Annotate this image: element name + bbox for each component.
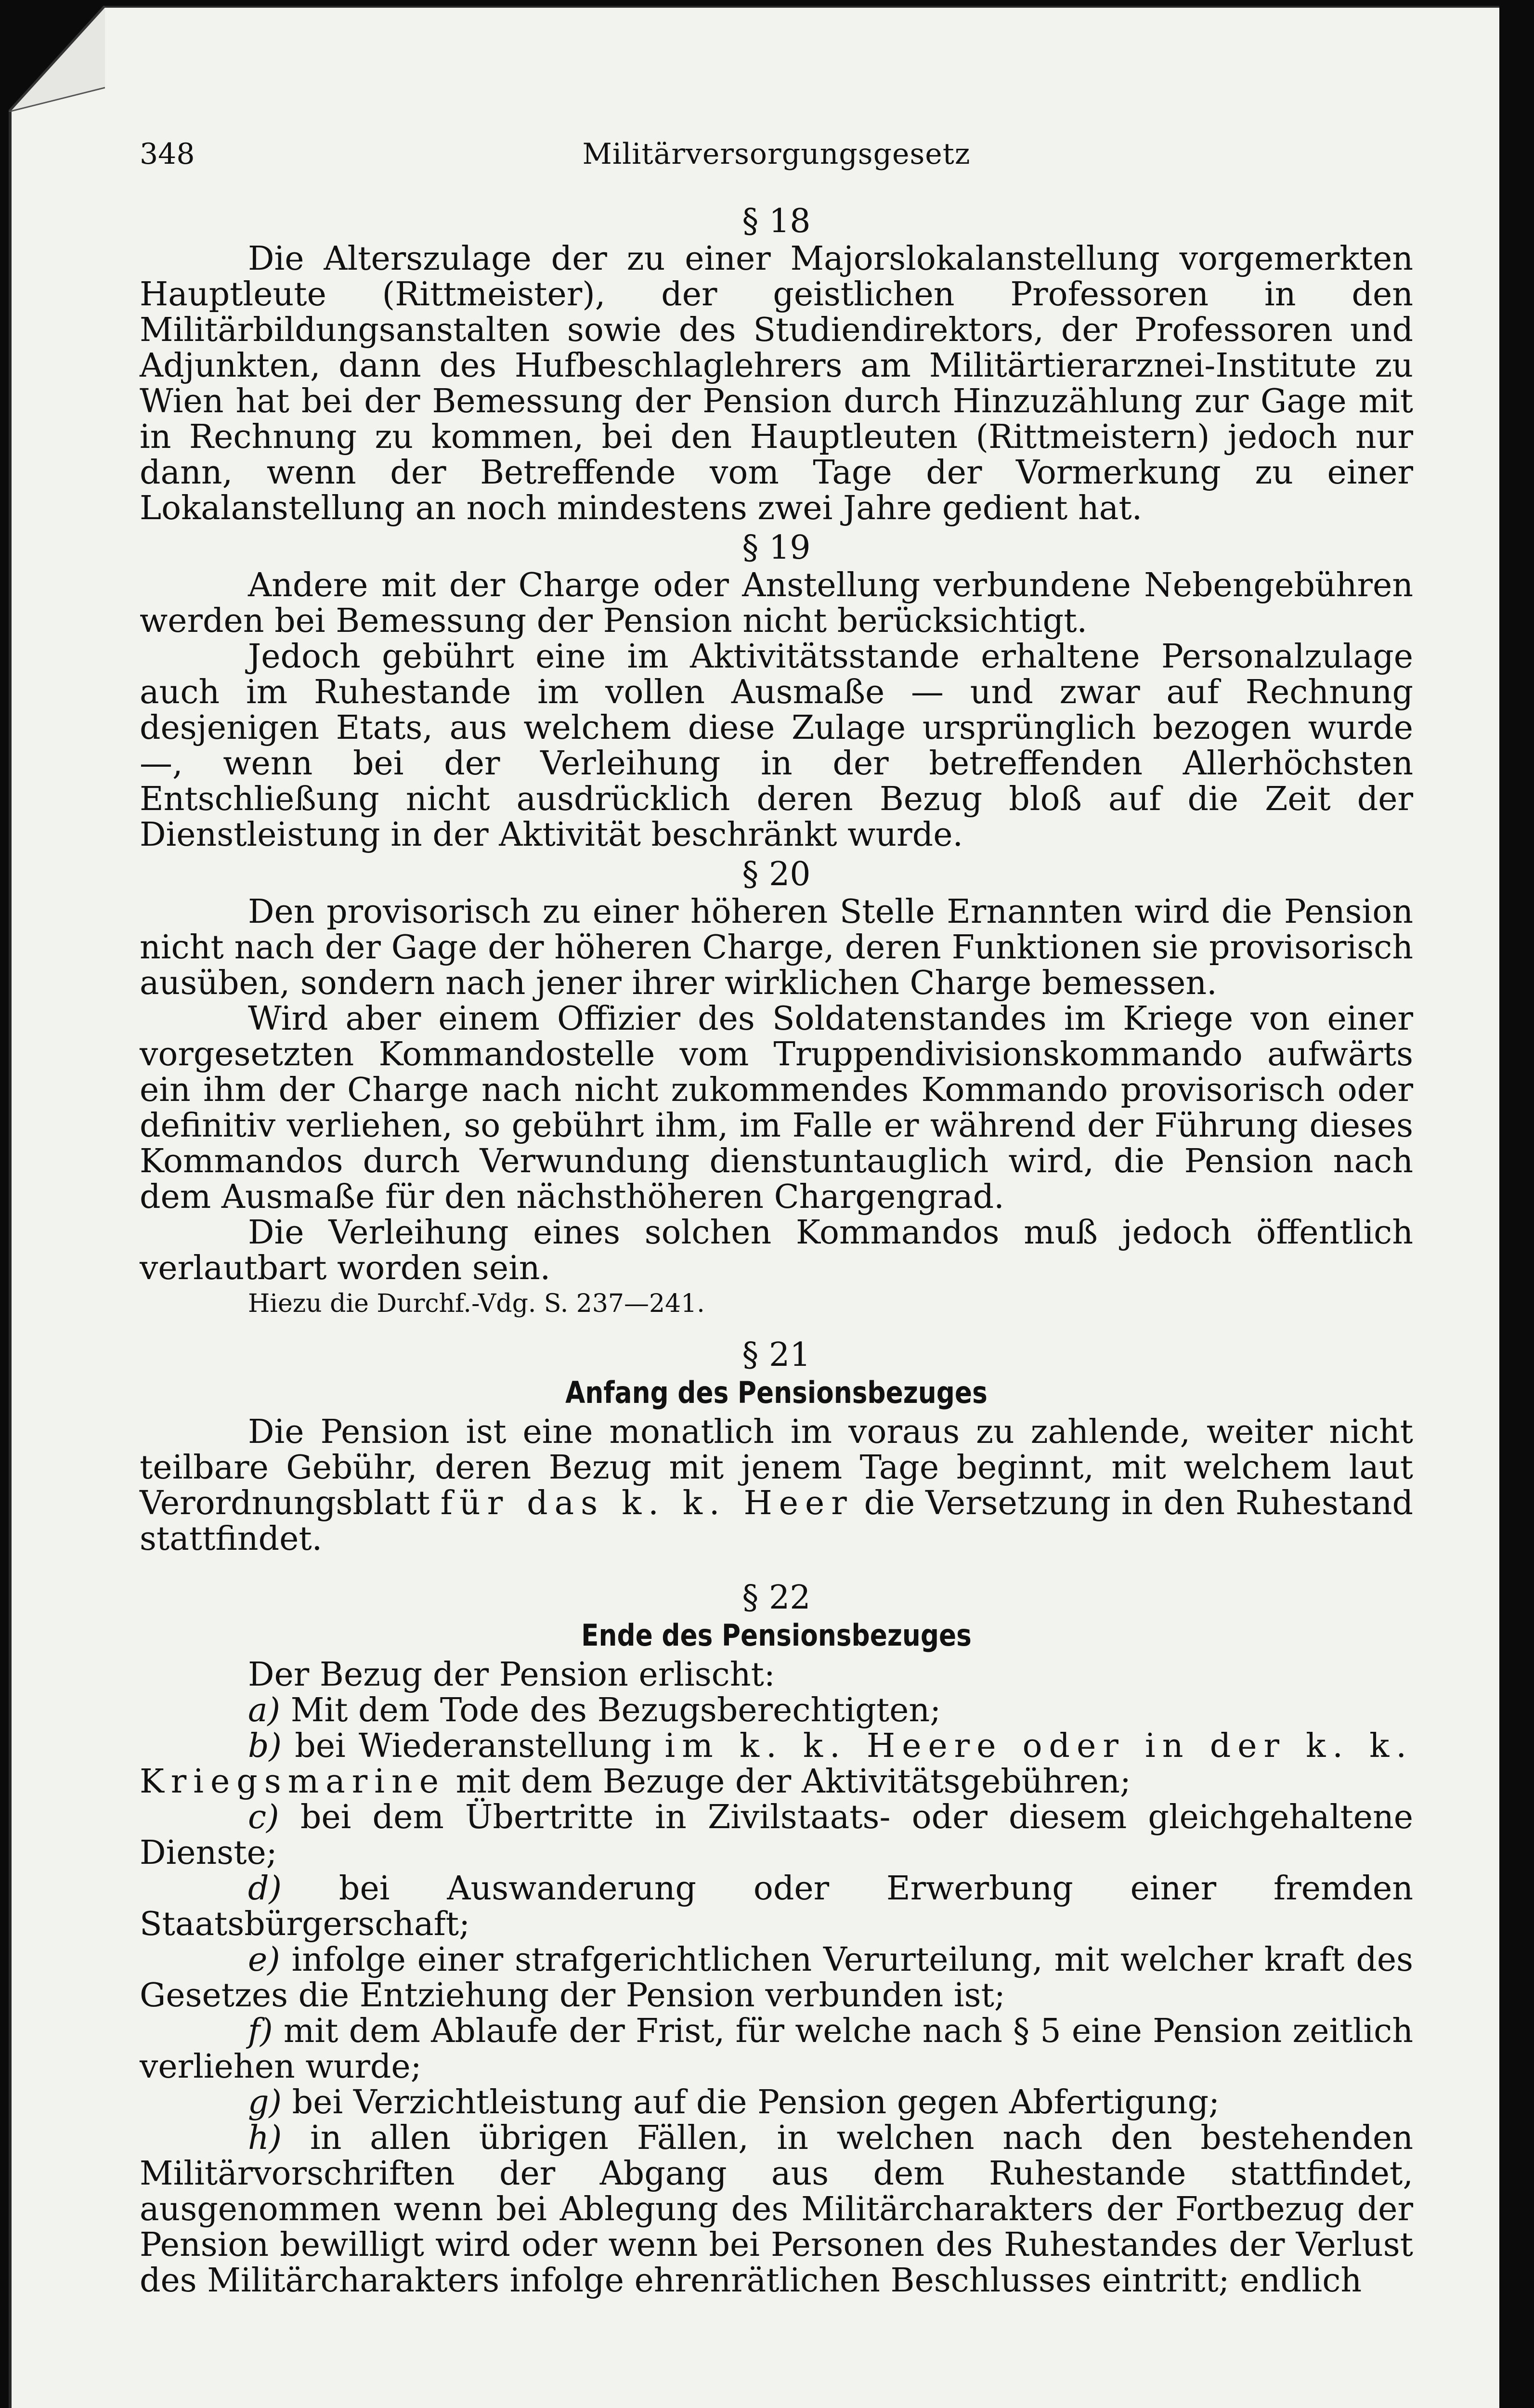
section-22-heading: Ende des Pensionsbezuges [581, 1618, 972, 1653]
list-item-d: d) bei Auswanderung oder Erwerbung einer fremden Staatsbürgerschaft; [140, 1870, 1413, 1943]
list-item-h: h) in allen übrigen Fällen, in welchen nach den bestehenden Militärvorschriften der Abgang aus dem Ruhestande stattfindet, ausgenommen wenn bei Ablegung des Militärcharakters der Fortbezug der Pension bewilligt wird oder wenn bei Personen des Ruhestandes der Verlust des Militärcharakters infolge ehrenrätlichen Beschlusses eintritt; endlich [140, 2119, 1413, 2300]
page-number: 348 [140, 137, 195, 171]
section-19-paragraph-1: Andere mit der Charge oder Anstellung verbundene Nebengebühren werden bei Bemessung der Pension nicht berücksichtigt. [140, 566, 1413, 640]
list-item-f: f) mit dem Ablaufe der Frist, für welche nach § 5 eine Pension zeitlich verliehen wurde; [140, 2012, 1413, 2086]
section-18-paragraph: Die Alterszulage der zu einer Majorslokalanstellung vorgemerkten Hauptleute (Rittmeister), der geistlichen Professoren in den Militärbildungsanstalten sowie des Studiendirektors, der Professoren und Adjunkten, dann des Hufbeschlaglehrers am Militärtierarznei-Institute zu Wien hat bei der Bemessung der Pension durch Hinzuzählung zur Gage mit in Rechnung zu kommen, bei den Hauptleuten (Rittmeistern) jedoch nur dann, wenn der Betreffende vom Tage der Vormerkung zu einer Lokalanstellung an noch mindestens zwei Jahre gedient hat. [140, 240, 1413, 527]
section-20-paragraph-1: Den provisorisch zu einer höheren Stelle Ernannten wird die Pension nicht nach der Gage der höheren Charge, deren Funktionen sie provisorisch ausüben, sondern nach jener ihrer wirklichen Charge bemessen. [140, 893, 1413, 1002]
folded-corner [9, 6, 105, 112]
list-item-e: e) infolge einer strafgerichtlichen Verurteilung, mit welcher kraft des Gesetzes die Entziehung der Pension verbunden ist; [140, 1941, 1413, 2015]
section-20-paragraph-2: Wird aber einem Offizier des Soldatenstandes im Kriege von einer vorgesetzten Kommandostelle vom Truppendivisionskommando aufwärts ein ihm der Charge nach nicht zukommendes Kommando provisorisch oder definitiv verliehen, so gebührt ihm, im Falle er während der Führung dieses Kommandos durch Verwundung dienstuntauglich wird, die Pension nach dem Ausmaße für den nächsthöheren Chargengrad. [140, 1000, 1413, 1216]
section-22-intro: Der Bezug der Pension erlischt: [248, 1656, 775, 1694]
section-21-paragraph: Die Pension ist eine monatlich im voraus zu zahlende, weiter nicht teilbare Gebühr, deren Bezug mit jenem Tage beginnt, mit welchem laut Verordnungsblatt für das k. k. Heer die Versetzung in den Ruhestand stattfindet. [140, 1413, 1414, 1558]
list-item-c: c) bei dem Übertritte in Zivilstaats- oder diesem gleichgehaltene Dienste; [140, 1798, 1413, 1872]
section-21-heading: Anfang des Pensionsbezuges [565, 1375, 988, 1410]
list-item-g: g) bei Verzichtleistung auf die Pension gegen Abfertigung; [248, 2083, 1220, 2121]
list-item-a: a) Mit dem Tode des Bezugsberechtigten; [248, 1691, 941, 1729]
section-18-number: § 18 [742, 202, 811, 240]
page-body [140, 200, 1413, 2299]
page-header [140, 137, 1413, 176]
list-item-b: b) bei Wiederanstellung im k. k. Heere oder in der k. k. Kriegsmarine mit dem Bezuge der Aktivitätsgebühren; [140, 1727, 1413, 1801]
section-20-number: § 20 [742, 855, 811, 893]
section-20-reference-note: Hiezu die Durchf.-Vdg. S. 237—241. [248, 1289, 705, 1318]
running-title: Militärversorgungsgesetz [582, 137, 971, 171]
section-21-number: § 21 [742, 1336, 811, 1374]
section-20-paragraph-3: Die Verleihung eines solchen Kommandos muß jedoch öffentlich verlautbart worden sein. [140, 1214, 1413, 1287]
section-19-paragraph-2: Jedoch gebührt eine im Aktivitätsstande erhaltene Personalzulage auch im Ruhestande im vollen Ausmaße — und zwar auf Rechnung desjenigen Etats, aus welchem diese Zulage ursprünglich bezogen wurde —, wenn bei der Verleihung in der betreffenden Allerhöchsten Entschließung nicht ausdrücklich deren Bezug bloß auf die Zeit der Dienstleistung in der Aktivität beschränkt wurde. [140, 638, 1413, 854]
section-22-number: § 22 [742, 1579, 811, 1617]
section-19-number: § 19 [742, 529, 811, 567]
